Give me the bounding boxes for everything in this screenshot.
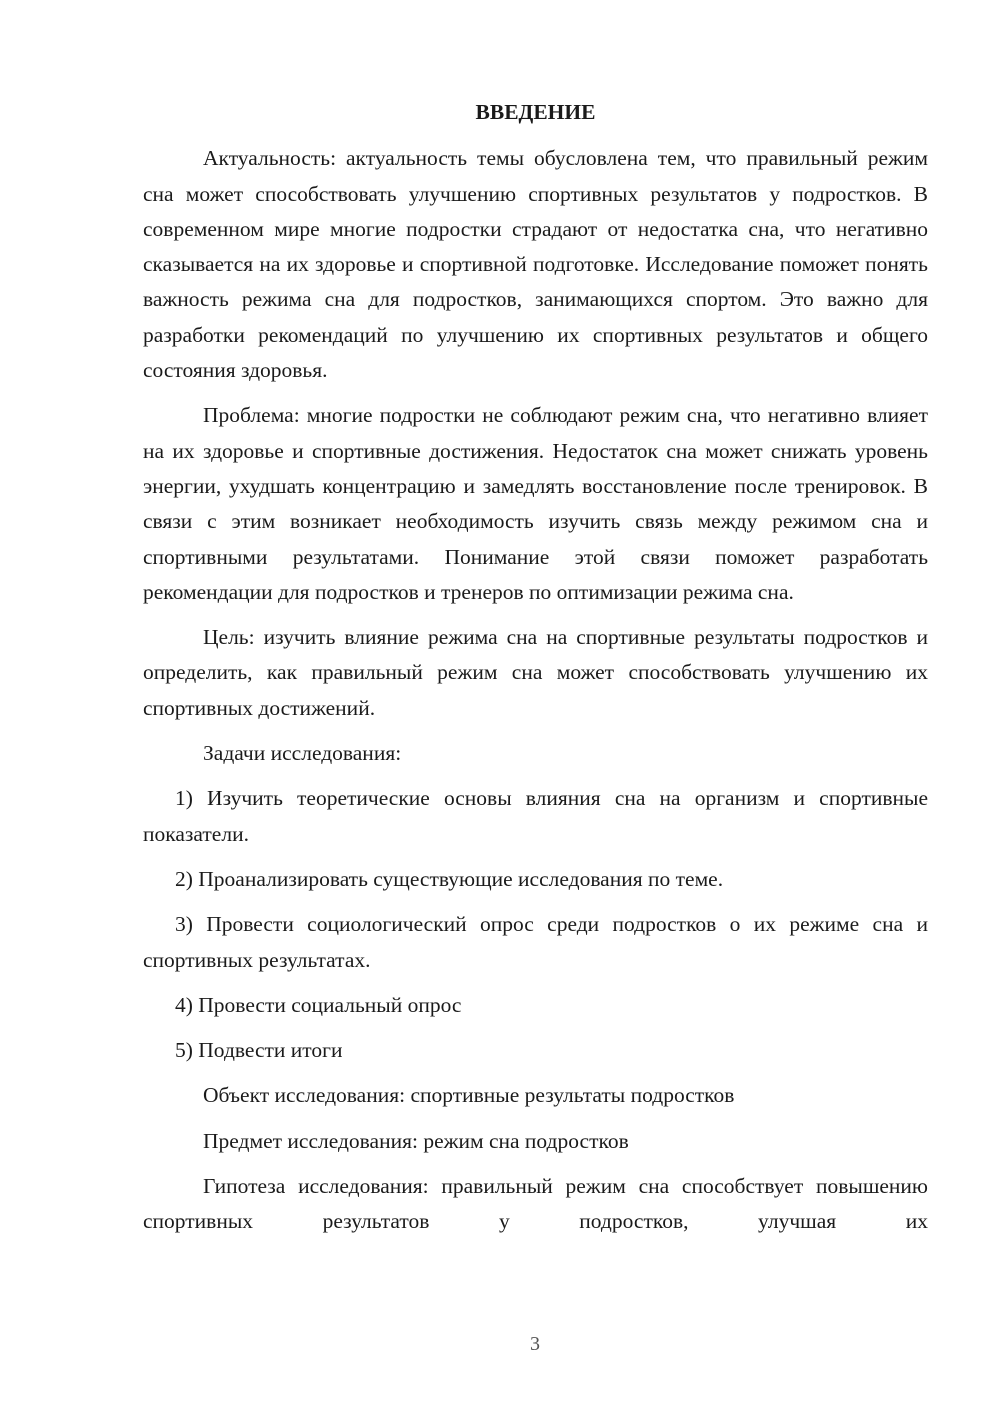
- problem-paragraph: Проблема: многие подростки не соблюдают режим сна, что негативно влияет на их здоровье и спортивные достижения. Недостаток сна может снижать уровень энергии, ухудшать концентрацию и замедлять восстановление после тренировок. В связи с этим возникает необходимость изучить связь между режимом сна и спортивными результатами. Понимание этой связи поможет разработать рекомендации для подростков и тренеров по оптимизации режима сна.: [143, 403, 928, 604]
- tasks-heading: Задачи исследования:: [203, 741, 402, 766]
- document-page: [143, 95, 928, 1240]
- task-item-2: 2) Проанализировать существующие исследования по теме.: [175, 866, 724, 891]
- hypothesis-paragraph: Гипотеза исследования: правильный режим сна способствует повышению спортивных результатов у подростков, улучшая их: [143, 1174, 928, 1234]
- goal-paragraph: Цель: изучить влияние режима сна на спортивные результаты подростков и определить, как правильный режим сна может способствовать улучшению их спортивных достижений.: [143, 625, 928, 720]
- research-object: Объект исследования: спортивные результаты подростков: [203, 1083, 735, 1108]
- relevance-paragraph: Актуальность: актуальность темы обусловлена тем, что правильный режим сна может способствовать улучшению спортивных результатов у подростков. В современном мире многие подростки страдают от недостатка сна, что негативно сказывается на их здоровье и спортивной подготовке. Исследование поможет понять важность режима сна для подростков, занимающихся спортом. Это важно для разработки рекомендаций по улучшению их спортивных результатов и общего состояния здоровья.: [143, 146, 928, 383]
- document-title: ВВЕДЕНИЕ: [475, 100, 596, 124]
- task-item-1: 1) Изучить теоретические основы влияния сна на организм и спортивные показатели.: [143, 786, 928, 846]
- task-item-5: 5) Подвести итоги: [175, 1038, 343, 1063]
- research-subject: Предмет исследования: режим сна подростков: [203, 1128, 629, 1153]
- task-item-3: 3) Провести социологический опрос среди подростков о их режиме сна и спортивных результатах.: [143, 912, 928, 972]
- page-number: 3: [530, 1333, 540, 1355]
- task-item-4: 4) Провести социальный опрос: [175, 992, 462, 1017]
